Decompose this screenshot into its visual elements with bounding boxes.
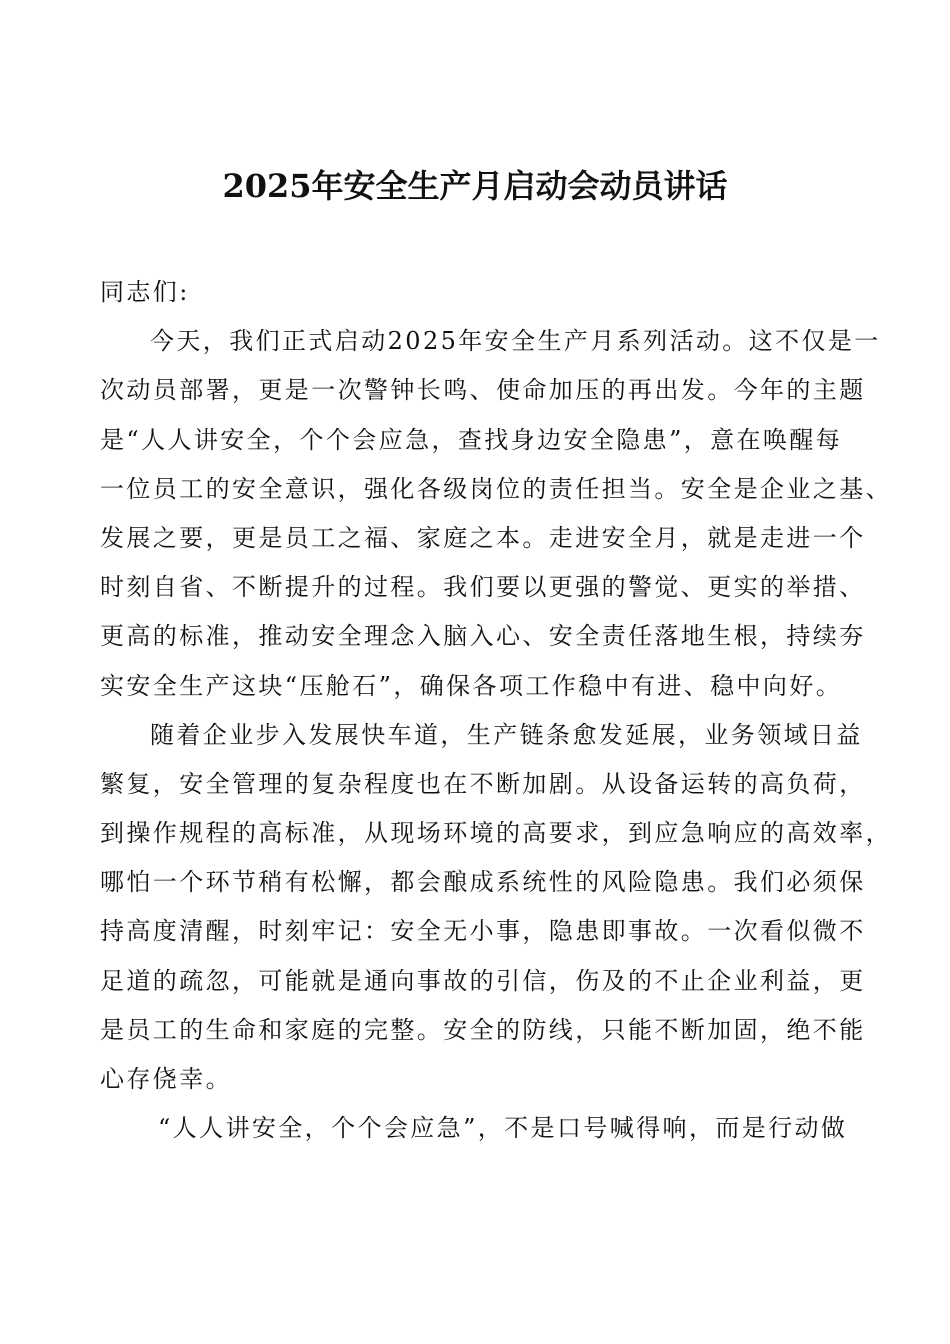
paragraph-line: 持高度清醒，时刻牢记：安全无小事，隐患即事故。一次看似微不 (100, 917, 866, 946)
paragraph-line: 足道的疏忽，可能就是通向事故的引信，伤及的不止企业利益，更 (100, 966, 866, 995)
paragraph-line: 繁复，安全管理的复杂程度也在不断加剧。从设备运转的高负荷， (100, 769, 866, 798)
paragraph-line: 更高的标准，推动安全理念入脑入心、安全责任落地生根，持续夯 (100, 622, 866, 651)
paragraph-line: 心存侥幸。 (100, 1065, 232, 1093)
paragraph-line: 哪怕一个环节稍有松懈，都会酿成系统性的风险隐患。我们必须保 (100, 868, 866, 897)
paragraph-line: 随着企业步入发展快车道，生产链条愈发延展，业务领域日益 (150, 720, 863, 749)
paragraph-line: 发展之要，更是员工之福、家庭之本。走进安全月，就是走进一个 (100, 523, 866, 552)
document-title: 2025年安全生产月启动会动员讲话 (222, 167, 728, 205)
paragraph-line: 一位员工的安全意识，强化各级岗位的责任担当。安全是企业之基、 (100, 474, 892, 503)
paragraph-line: 到操作规程的高标准，从现场环境的高要求，到应急响应的高效率， (100, 819, 892, 848)
paragraph-line: “人人讲安全，个个会应急”，不是口号喊得响，而是行动做 (158, 1114, 848, 1143)
paragraph-line: 实安全生产这块“压舱石”，确保各项工作稳中有进、稳中向好。 (100, 671, 843, 700)
document-body (100, 268, 892, 1153)
paragraph-line: 是“人人讲安全，个个会应急，查找身边安全隐患”，意在唤醒每 (100, 425, 843, 454)
paragraph-line: 时刻自省、不断提升的过程。我们要以更强的警觉、更实的举措、 (100, 573, 866, 602)
paragraph-line: 次动员部署，更是一次警钟长鸣、使命加压的再出发。今年的主题 (100, 376, 866, 405)
paragraph-line: 是员工的生命和家庭的完整。安全的防线，只能不断加固，绝不能 (100, 1015, 866, 1044)
paragraph-line: 今天，我们正式启动2025年安全生产月系列活动。这不仅是一 (150, 327, 881, 356)
salutation: 同志们: (100, 278, 190, 306)
